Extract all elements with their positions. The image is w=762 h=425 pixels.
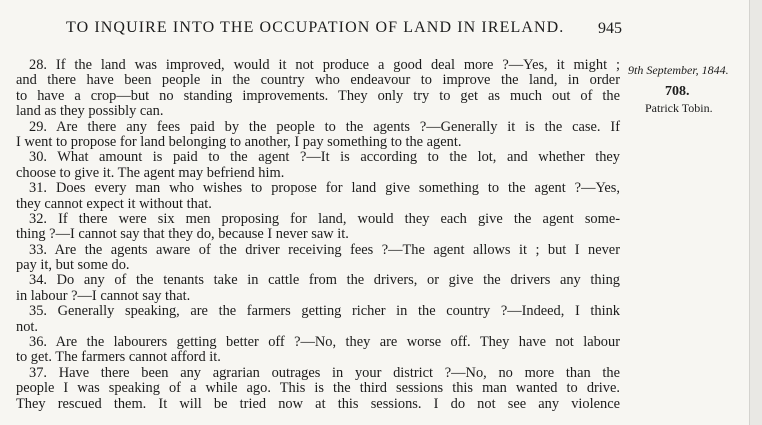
text-line: thing ?—I cannot say that they do, because I never saw it. — [16, 226, 349, 243]
page-edge — [749, 0, 762, 425]
text-line: they cannot expect it without that. — [16, 195, 212, 212]
text-line: They rescued them. It will be tried now at this sessions. I do not see any violence — [16, 395, 620, 412]
text-line: in labour ?—I cannot say that. — [16, 287, 191, 304]
text-line: 36. Are the labourers getting better off ?—No, they are worse off. They have not labour — [29, 334, 620, 351]
witness-name: Patrick Tobin. — [645, 101, 713, 115]
text-line: choose to give it. The agent may befriend him. — [16, 164, 285, 181]
text-line: pay it, but some do. — [16, 257, 130, 274]
text-line: 30. What amount is paid to the agent ?—It is according to the lot, and whether they — [29, 149, 620, 166]
text-line: 33. Are the agents aware of the driver receiving fees ?—The agent allows it ; but I never — [29, 241, 620, 258]
text-line: 35. Generally speaking, are the farmers getting richer in the country ?—Indeed, I think — [29, 303, 620, 320]
margin-date: 9th September, 1844. — [628, 63, 729, 77]
text-line: 32. If there were six men proposing for land, would they each give the agent some- — [29, 210, 620, 227]
page-header: TO INQUIRE INTO THE OCCUPATION OF LAND IN IRELAND. — [66, 19, 565, 36]
text-line: I went to propose for land belonging to another, I pay something to the agent. — [16, 133, 462, 150]
text-line: people I was speaking of a while ago. This is the third sessions this man wanted to drive. — [16, 380, 620, 397]
text-line: and there have been people in the country who endeavour to improve the land, in order — [16, 72, 620, 89]
text-line: 34. Do any of the tenants take in cattle from the drivers, or give the drivers any thing — [29, 272, 620, 289]
text-line: 28. If the land was improved, would it not produce a good deal more ?—Yes, it might ; — [29, 57, 620, 73]
text-line: 31. Does every man who wishes to propose for land give something to the agent ?—Yes, — [29, 180, 620, 197]
witness-number: 708. — [665, 84, 690, 99]
text-line: 37. Have there been any agrarian outrages in your district ?—No, no more than the — [29, 364, 620, 381]
text-line: 29. Are there any fees paid by the people to the agents ?—Generally it is the case. If — [29, 118, 620, 135]
testimony-body — [16, 57, 620, 412]
text-line: land as they possibly can. — [16, 103, 164, 120]
page-number: 945 — [598, 20, 622, 37]
text-line: to have a crop—but no standing improvements. They only try to get as much out of the — [16, 87, 620, 104]
text-line: to get. The farmers cannot afford it. — [16, 349, 221, 366]
text-line: not. — [16, 318, 38, 335]
